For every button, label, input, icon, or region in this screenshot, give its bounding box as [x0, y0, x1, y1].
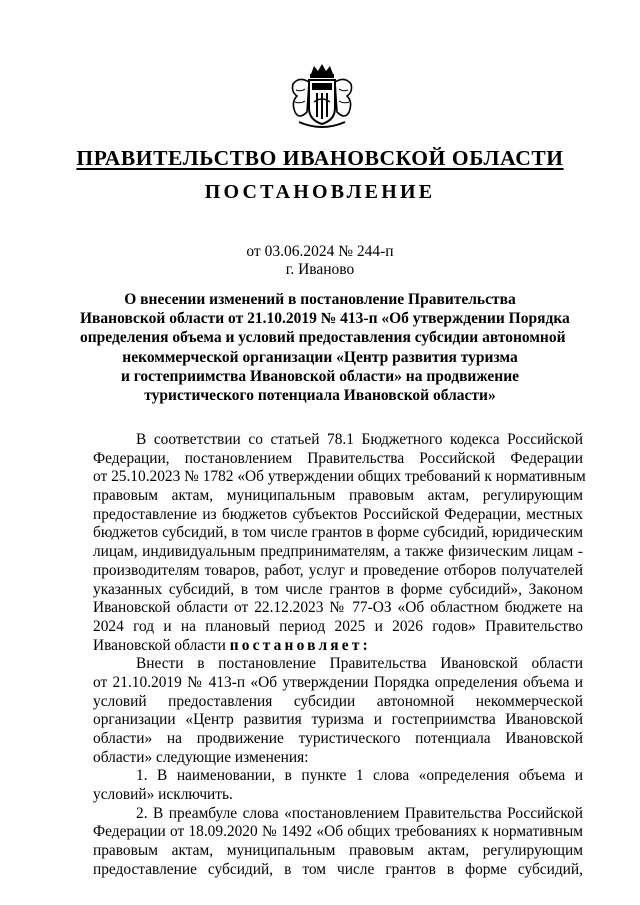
document-subject	[80, 290, 570, 405]
body-line: 2024 год и на плановый период 2025 и 2026 годов» Правительство	[93, 617, 583, 635]
organization-title: ПРАВИТЕЛЬСТВО ИВАНОВСКОЙ ОБЛАСТИ	[76, 146, 564, 170]
body-line: Федерации от 18.09.2020 № 1492 «Об общих требованиях к нормативным	[93, 823, 583, 841]
body-line: от 21.10.2019 № 413-п «Об утверждении Порядка определения объема и	[93, 673, 583, 691]
body-line: лицам, индивидуальным предпринимателям, а также физическим лицам -	[93, 543, 583, 561]
body-line: предоставление субсидий, в том числе грантов в форме субсидий,	[93, 860, 583, 878]
subject-line: и гостеприимства Ивановской области» на продвижение	[120, 367, 520, 385]
subject-line: Ивановской области от 21.10.2019 № 413-п «Об утверждении Порядка	[80, 310, 570, 328]
subject-line: определения объема и условий предоставления субсидии автономной	[80, 329, 566, 347]
subject-line: некоммерческой организации «Центр развития туризма	[122, 348, 518, 366]
body-line: указанных субсидий, в том числе грантов в форме субсидий», Законом	[93, 580, 583, 598]
body-line: Ивановской области от 22.12.2023 № 77-ОЗ «Об областном бюджете на	[93, 599, 583, 617]
document-type-heading: ПОСТАНОВЛЕНИЕ	[204, 181, 436, 203]
resolves-word: постановляет:	[229, 636, 371, 654]
body-line	[93, 637, 583, 656]
body-line: условий» исключить.	[93, 786, 233, 804]
body-line: производителям товаров, работ, услуг и проведение отборов получателей	[93, 561, 583, 579]
body-line: бюджетов субсидий, в том числе грантов в форме субсидий, юридическим	[93, 524, 583, 542]
body-line: организации «Центр развития туризма и гостеприимства Ивановской	[93, 711, 583, 729]
body-line: правовым актам, муниципальным правовым актам, регулирующим	[93, 487, 583, 505]
body-line: 1. В наименовании, в пункте 1 слова «определения объема и	[136, 767, 583, 785]
document-date-number: от 03.06.2024 № 244-п	[246, 243, 394, 260]
body-line: В соответствии со статьей 78.1 Бюджетного кодекса Российской	[136, 431, 583, 448]
subject-line: туристического потенциала Ивановской области»	[144, 387, 496, 405]
coat-of-arms-emblem	[289, 62, 355, 130]
body-line: условий предоставления субсидии автономной некоммерческой	[93, 692, 583, 710]
body-line: 2. В преамбуле слова «постановлением Правительства Российской	[136, 804, 583, 822]
document-city: г. Иваново	[285, 261, 355, 278]
body-line: правовым актам, муниципальным правовым актам, регулирующим	[93, 842, 583, 860]
body-line: от 25.10.2023 № 1782 «Об утверждении общих требований к нормативным	[93, 468, 586, 486]
body-line: Федерации, постановлением Правительства Российской Федерации	[93, 449, 583, 467]
document-body	[93, 431, 586, 880]
subject-line: О внесении изменений в постановление Правительства	[124, 291, 516, 308]
body-line: Внести в постановление Правительства Ивановской области	[136, 655, 583, 673]
body-line: области» на продвижение туристического потенциала Ивановской	[93, 730, 583, 747]
preamble-last-text: Ивановской области	[93, 636, 230, 654]
body-line: предоставление из бюджетов субъектов Российской Федерации, местных	[93, 505, 583, 523]
body-line: области» следующие изменения:	[93, 748, 309, 766]
